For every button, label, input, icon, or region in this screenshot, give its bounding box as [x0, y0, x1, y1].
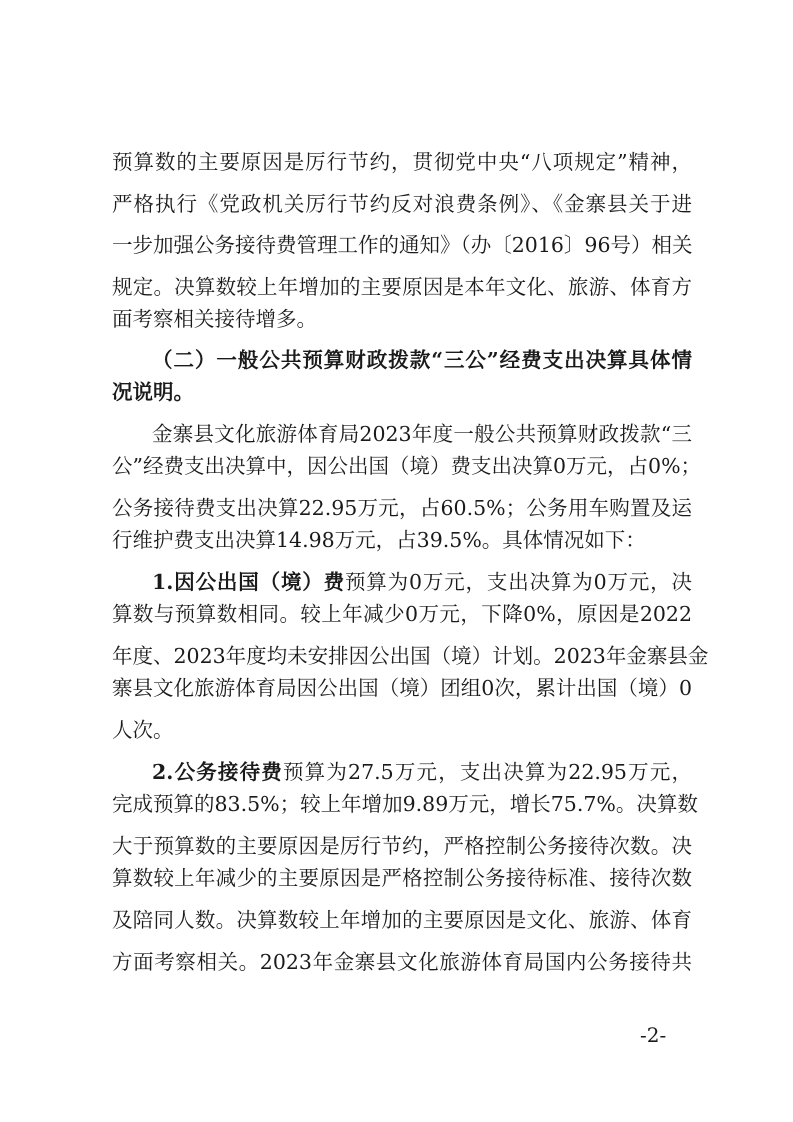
item-title: 2.公务接待费 — [152, 760, 283, 784]
body-line: 算数与预算数相同。较上年减少0万元，下降0%，原因是2022 — [112, 602, 692, 626]
body-line: 严格执行《党政机关厉行节约反对浪费条例》、《金寨县关于进 — [112, 192, 692, 216]
body-line: 行维护费支出决算14.98万元，占39.5%。具体情况如下： — [112, 528, 646, 552]
body-line: 一步加强公务接待费管理工作的通知》（办〔2016〕96号）相关 — [112, 233, 693, 257]
body-line: 算数较上年减少的主要原因是严格控制公务接待标准、接待次数 — [112, 866, 692, 890]
section-heading: 况说明。 — [112, 380, 194, 404]
body-line: 大于预算数的主要原因是厉行节约，严格控制公务接待次数。决 — [112, 834, 692, 858]
item-text: 预算为0万元，支出决算为0万元，决 — [344, 570, 692, 594]
body-line: 公”经费支出决算中，因公出国（境）费支出决算0万元，占0%； — [112, 454, 702, 478]
item-title: 1.因公出国（境）费 — [152, 570, 345, 594]
body-line — [152, 757, 692, 787]
body-line: 及陪同人数。决算数较上年增加的主要原因是文化、旅游、体育 — [112, 908, 692, 932]
body-line: 预算数的主要原因是厉行节约，贯彻党中央“八项规定”精神， — [112, 150, 692, 174]
page-number: -2- — [640, 1023, 667, 1047]
body-line: 方面考察相关。2023年金寨县文化旅游体育局国内公务接待共 — [112, 950, 692, 974]
body-line: 金寨县文化旅游体育局2023年度一般公共预算财政拨款“三 — [152, 422, 692, 446]
body-line: 规定。决算数较上年增加的主要原因是本年文化、旅游、体育方 — [112, 275, 692, 299]
body-line: 寨县文化旅游体育局因公出国（境）团组0次，累计出国（境）0 — [112, 676, 692, 700]
body-line: 年度、2023年度均未安排因公出国（境）计划。2023年金寨县金 — [112, 644, 709, 668]
section-heading: （二）一般公共预算财政拨款“三公”经费支出决算具体情 — [152, 348, 692, 372]
body-line — [152, 567, 692, 597]
body-line: 公务接待费支出决算22.95万元，占60.5%；公务用车购置及运 — [112, 496, 692, 520]
body-line: 人次。 — [112, 718, 174, 742]
body-line: 面考察相关接待增多。 — [112, 307, 317, 331]
item-text: 预算为27.5万元，支出决算为22.95万元， — [282, 760, 692, 784]
body-line: 完成预算的83.5%；较上年增加9.89万元，增长75.7%。决算数 — [112, 792, 698, 816]
